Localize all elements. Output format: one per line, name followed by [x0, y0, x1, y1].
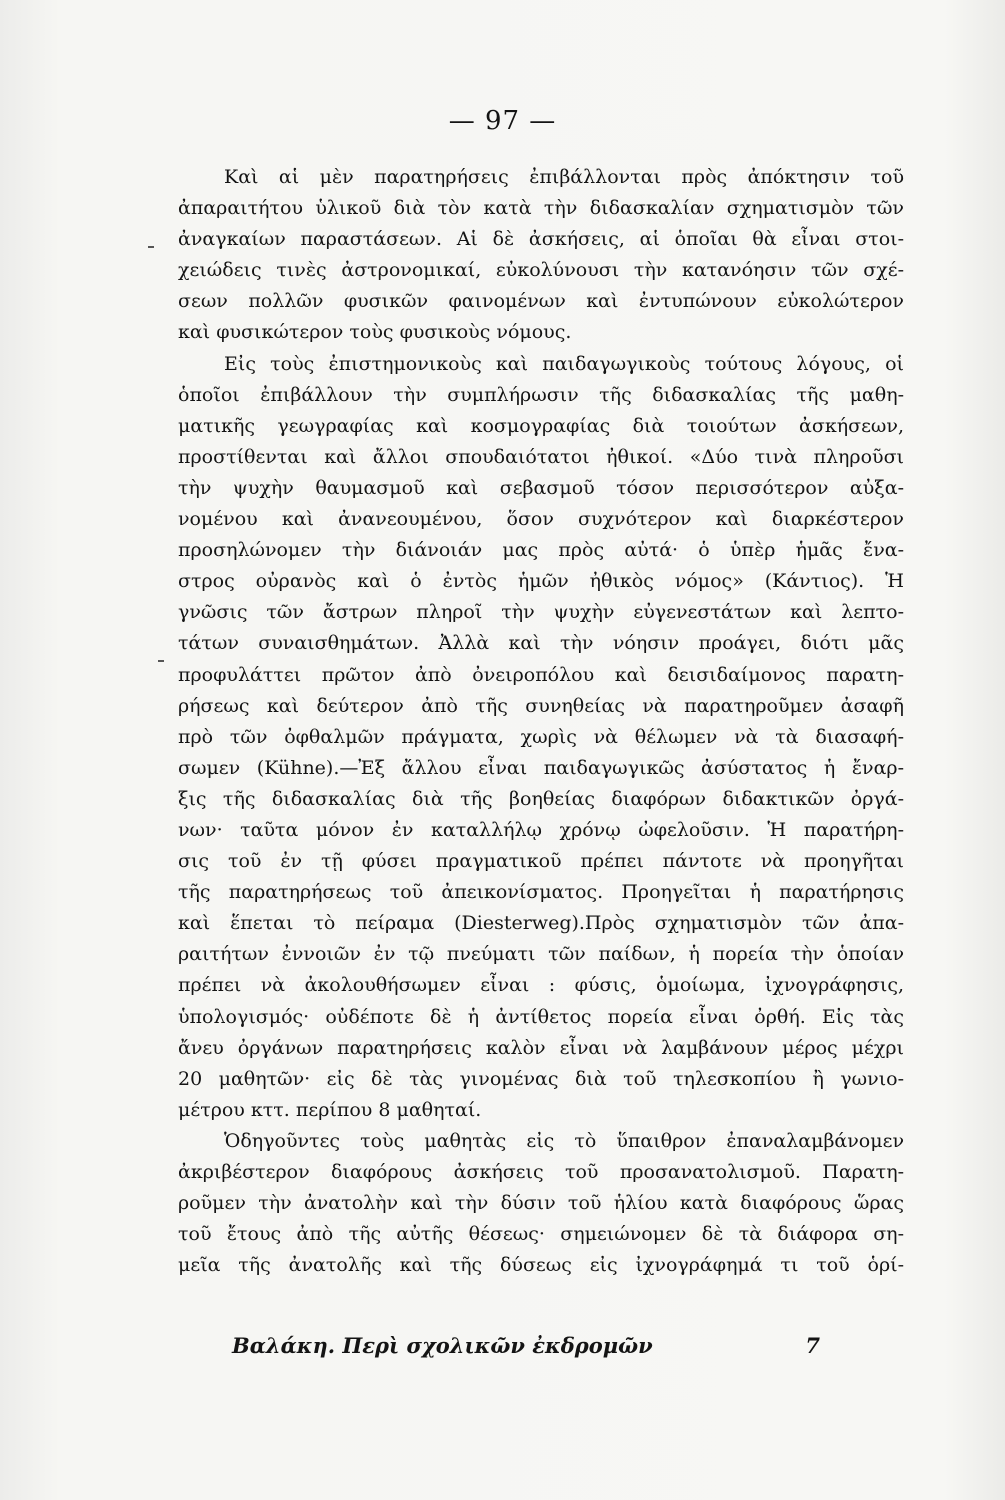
text-line: νων· ταῦτα μόνον ἐν καταλλήλῳ χρόνῳ ὠφελοῦσιν. Ἡ παρατήρη- — [178, 818, 904, 841]
text-line: σεων πολλῶν φυσικῶν φαινομένων καὶ ἐντυπώνουν εὐκολώτερον — [178, 290, 904, 313]
text-line: μεῖα τῆς ἀνατολῆς καὶ τῆς δύσεως εἰς ἰχνογράφημά τι τοῦ ὁρί- — [178, 1254, 904, 1277]
text-line: πρέπει νὰ ἀκολουθήσωμεν εἶναι : φύσις, ὁμοίωμα, ἰχνογράφησις, — [178, 974, 904, 997]
text-line: ὁποῖοι ἐπιβάλλουν τὴν συμπλήρωσιν τῆς διδασκαλίας τῆς μαθη- — [178, 383, 904, 406]
text-line: Ὁδηγοῦντες τοὺς μαθητὰς εἰς τὸ ὕπαιθρον ἐπαναλαμβάνομεν — [224, 1129, 904, 1152]
text-line: τὴν ψυχὴν θαυμασμοῦ καὶ σεβασμοῦ τόσον περισσότερον αὐξα- — [178, 476, 904, 499]
body-text — [178, 162, 904, 1281]
text-line: προσηλώνομεν τὴν διάνοιάν μας πρὸς αὐτά· ὁ ὑπὲρ ἡμᾶς ἔνα- — [178, 539, 904, 562]
text-line: ραιτήτων ἐννοιῶν ἐν τῷ πνεύματι τῶν παίδων, ἡ πορεία τὴν ὁποίαν — [178, 943, 904, 966]
text-line: πρὸ τῶν ὀφθαλμῶν πράγματα, χωρὶς νὰ θέλωμεν νὰ τὰ διασαφή- — [178, 725, 904, 748]
text-line: ρήσεως καὶ δεύτερον ἀπὸ τῆς συνηθείας νὰ παρατηροῦμεν ἀσαφῆ — [178, 694, 904, 717]
text-line: ξις τῆς διδασκαλίας διὰ τῆς βοηθείας διαφόρων διδακτικῶν ὀργά- — [178, 787, 904, 810]
text-line: χειώδεις τινὲς ἀστρονομικαί, εὐκολύνουσι τὴν κατανόησιν τῶν σχέ- — [178, 259, 904, 282]
page-number: — 97 — — [448, 106, 557, 136]
text-line: προστίθενται καὶ ἄλλοι σπουδαιότατοι ἠθικοί. «Δύο τινὰ πληροῦσι — [178, 445, 904, 468]
margin-mark — [148, 246, 154, 248]
text-line: τοῦ ἔτους ἀπὸ τῆς αὐτῆς θέσεως· σημειώνομεν δὲ τὰ διάφορα ση- — [178, 1223, 904, 1246]
text-line: 20 μαθητῶν· εἰς δὲ τὰς γινομένας διὰ τοῦ τηλεσκοπίου ἢ γωνιο- — [178, 1067, 904, 1090]
text-line: Καὶ αἱ μὲν παρατηρήσεις ἐπιβάλλονται πρὸς ἀπόκτησιν τοῦ — [224, 166, 904, 188]
text-line: τάτων συναισθημάτων. Ἀλλὰ καὶ τὴν νόησιν προάγει, διότι μᾶς — [178, 632, 904, 655]
text-line: ματικῆς γεωγραφίας καὶ κοσμογραφίας διὰ τοιούτων ἀσκήσεων, — [178, 414, 904, 437]
text-line: Εἰς τοὺς ἐπιστημονικοὺς καὶ παιδαγωγικοὺς τούτους λόγους, οἱ — [224, 352, 904, 375]
text-line: ἀκριβέστερον διαφόρους ἀσκήσεις τοῦ προσανατολισμοῦ. Παρατη- — [178, 1161, 904, 1183]
text-line: γνῶσις τῶν ἄστρων πληροῖ τὴν ψυχὴν εὐγενεστάτων καὶ λεπτο- — [178, 601, 904, 624]
text-line: προφυλάττει πρῶτον ἀπὸ ὀνειροπόλου καὶ δεισιδαίμονος παρατη- — [178, 663, 904, 686]
text-line: ροῦμεν τὴν ἀνατολὴν καὶ τὴν δύσιν τοῦ ἡλίου κατὰ διαφόρους ὥρας — [178, 1192, 904, 1215]
footer-title: Βαλάκη. Περὶ σχολικῶν ἐκδρομῶν — [232, 1333, 653, 1358]
text-line: ἄνευ ὀργάνων παρατηρήσεις καλὸν εἶναι νὰ λαμβάνουν μέρος μέχρι — [178, 1036, 904, 1059]
text-line: σις τοῦ ἐν τῇ φύσει πραγματικοῦ πρέπει πάντοτε νὰ προηγῆται — [178, 850, 904, 873]
text-line: στρος οὐρανὸς καὶ ὁ ἐντὸς ἡμῶν ἠθικὸς νόμος» (Κάντιος). Ἡ — [178, 570, 904, 593]
text-line: μέτρου κττ. περίπου 8 μαθηταί. — [178, 1098, 482, 1121]
text-line: καὶ ἕπεται τὸ πείραμα (Diesterweg).Πρὸς σχηματισμὸν τῶν ἀπα- — [178, 912, 904, 935]
signature-mark: 7 — [805, 1333, 820, 1358]
text-line: σωμεν (Kühne).—Ἐξ ἄλλου εἶναι παιδαγωγικῶς ἀσύστατος ἡ ἔναρ- — [178, 756, 904, 779]
margin-mark — [158, 660, 164, 662]
text-line: καὶ φυσικώτερον τοὺς φυσικοὺς νόμους. — [178, 321, 572, 344]
text-line: νομένου καὶ ἀνανεουμένου, ὅσον συχνότερον καὶ διαρκέστερον — [178, 508, 904, 531]
page-footer — [232, 1333, 820, 1365]
text-line: ὑπολογισμός· οὐδέποτε δὲ ἡ ἀντίθετος πορεία εἶναι ὀρθή. Εἰς τὰς — [178, 1005, 904, 1028]
text-line: ἀναγκαίων παραστάσεων. Αἱ δὲ ἀσκήσεις, αἱ ὁποῖαι θὰ εἶναι στοι- — [178, 228, 904, 251]
text-line: τῆς παρατηρήσεως τοῦ ἀπεικονίσματος. Προηγεῖται ἡ παρατήρησις — [178, 881, 904, 904]
text-line: ἀπαραιτήτου ὑλικοῦ διὰ τὸν κατὰ τὴν διδασκαλίαν σχηματισμὸν τῶν — [178, 197, 904, 220]
